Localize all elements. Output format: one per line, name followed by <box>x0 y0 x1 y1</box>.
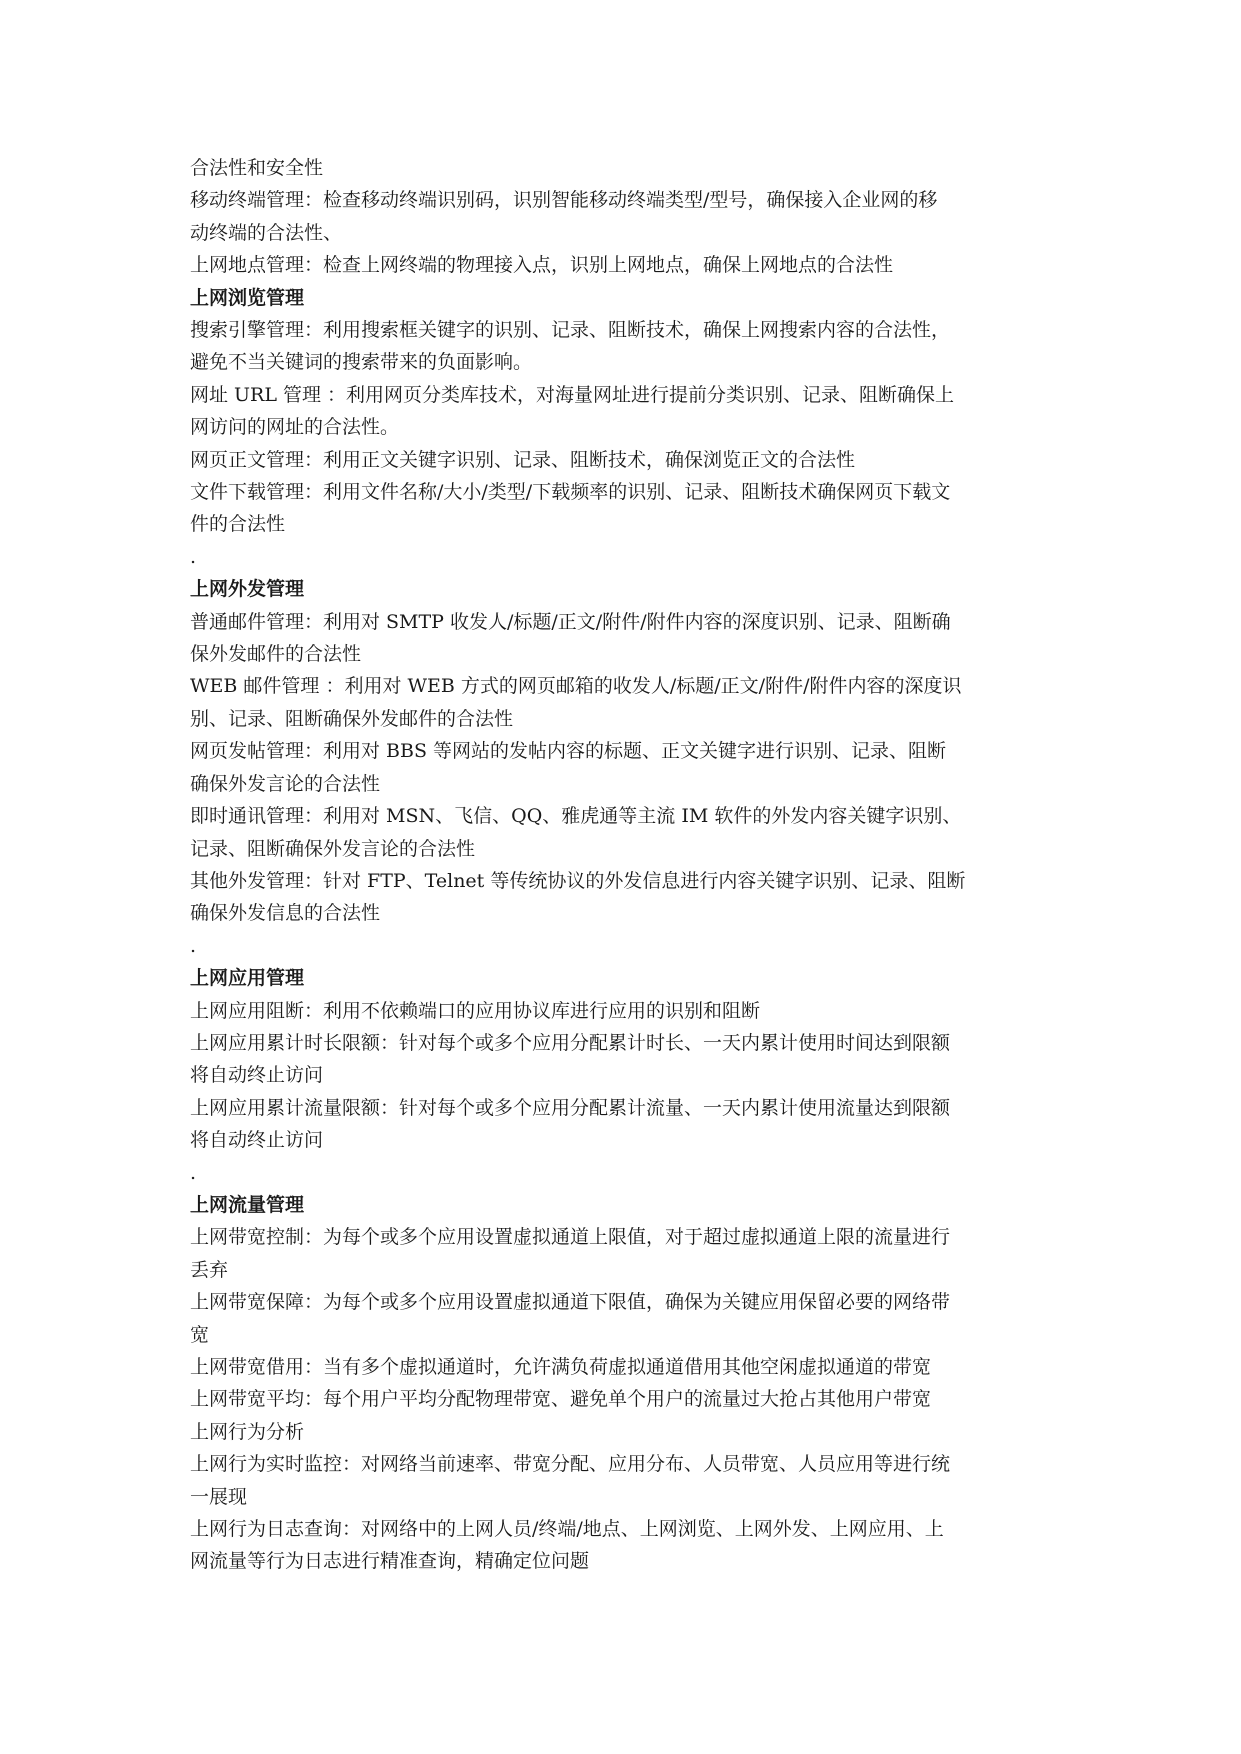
text-line: 上网带宽保障：为每个或多个应用设置虚拟通道下限值，确保为关键应用保留必要的网络带 <box>190 1291 951 1314</box>
text-line: 合法性和安全性 <box>190 157 324 179</box>
text-line: 即时通讯管理：利用对 MSN、飞信、QQ、雅虎通等主流 IM 软件的外发内容关键字识别、 <box>190 805 962 828</box>
separator-dot: . <box>190 1161 197 1184</box>
text-line: WEB 邮件管理 ：利用对 WEB 方式的网页邮箱的收发人/标题/正文/附件/附件内容的深度识 <box>190 675 962 698</box>
section-heading: 上网浏览管理 <box>190 286 305 309</box>
text-line: 搜索引擎管理：利用搜索框关键字的识别、记录、阻断技术，确保上网搜索内容的合法性， <box>190 319 951 342</box>
text-line: 动终端的合法性、 <box>190 221 343 244</box>
text-line: 上网行为分析 <box>190 1420 305 1443</box>
text-line: 将自动终止访问 <box>190 1129 324 1152</box>
text-line: 保外发邮件的合法性 <box>190 643 362 666</box>
text-line: 其他外发管理：针对 FTP、Telnet 等传统协议的外发信息进行内容关键字识别、记录、阻断 <box>190 869 966 892</box>
section-heading: 上网应用管理 <box>190 967 305 990</box>
text-line: 上网应用累计流量限额：针对每个或多个应用分配累计流量、一天内累计使用流量达到限额 <box>190 1096 951 1119</box>
separator-dot: . <box>190 934 197 957</box>
text-line: 别、记录、阻断确保外发邮件的合法性 <box>190 707 514 730</box>
text-line: 上网行为实时监控：对网络当前速率、带宽分配、应用分布、人员带宽、人员应用等进行统 <box>190 1453 951 1476</box>
text-line: 避免不当关键词的搜索带来的负面影响。 <box>190 351 533 374</box>
text-line: 网页发帖管理：利用对 BBS 等网站的发帖内容的标题、正文关键字进行识别、记录、阻断 <box>190 740 947 763</box>
text-line: 上网应用阻断：利用不依赖端口的应用协议库进行应用的识别和阻断 <box>190 999 761 1022</box>
text-line: 网流量等行为日志进行精准查询，精确定位问题 <box>190 1550 590 1573</box>
text-line: 一展现 <box>190 1485 248 1508</box>
text-line: 上网行为日志查询：对网络中的上网人员/终端/地点、上网浏览、上网外发、上网应用、上 <box>190 1518 944 1541</box>
section-heading: 上网外发管理 <box>190 578 305 601</box>
text-line: 上网带宽平均：每个用户平均分配物理带宽、避免单个用户的流量过大抢占其他用户带宽 <box>190 1388 932 1411</box>
document-body <box>190 152 1070 1578</box>
text-line: 宽 <box>190 1323 210 1346</box>
text-line: 移动终端管理：检查移动终端识别码，识别智能移动终端类型/型号，确保接入企业网的移 <box>190 189 938 212</box>
text-line: 件的合法性 <box>190 513 286 536</box>
text-line: 将自动终止访问 <box>190 1064 324 1087</box>
section-heading: 上网流量管理 <box>190 1193 305 1216</box>
text-line: 上网带宽借用：当有多个虚拟通道时，允许满负荷虚拟通道借用其他空闲虚拟通道的带宽 <box>190 1355 932 1378</box>
text-line: 确保外发信息的合法性 <box>190 902 381 925</box>
text-line: 记录、阻断确保外发言论的合法性 <box>190 837 476 860</box>
text-line: 上网地点管理：检查上网终端的物理接入点，识别上网地点，确保上网地点的合法性 <box>190 254 894 277</box>
text-line: 确保外发言论的合法性 <box>190 772 381 795</box>
text-line: 上网带宽控制：为每个或多个应用设置虚拟通道上限值，对于超过虚拟通道上限的流量进行 <box>190 1226 951 1249</box>
text-line: 网页正文管理：利用正文关键字识别、记录、阻断技术，确保浏览正文的合法性 <box>190 448 856 471</box>
text-line: 网访问的网址的合法性。 <box>190 416 400 439</box>
text-line: 普通邮件管理：利用对 SMTP 收发人/标题/正文/附件/附件内容的深度识别、记录、阻断确 <box>190 610 951 633</box>
text-line: 丢弃 <box>190 1258 229 1281</box>
text-line: 网址 URL 管理 ：利用网页分类库技术，对海量网址进行提前分类识别、记录、阻断确保上 <box>190 383 955 406</box>
text-line: 上网应用累计时长限额：针对每个或多个应用分配累计时长、一天内累计使用时间达到限额 <box>190 1031 951 1054</box>
text-line: 文件下载管理：利用文件名称/大小/类型/下载频率的识别、记录、阻断技术确保网页下载文 <box>190 481 951 504</box>
separator-dot: . <box>190 545 197 568</box>
